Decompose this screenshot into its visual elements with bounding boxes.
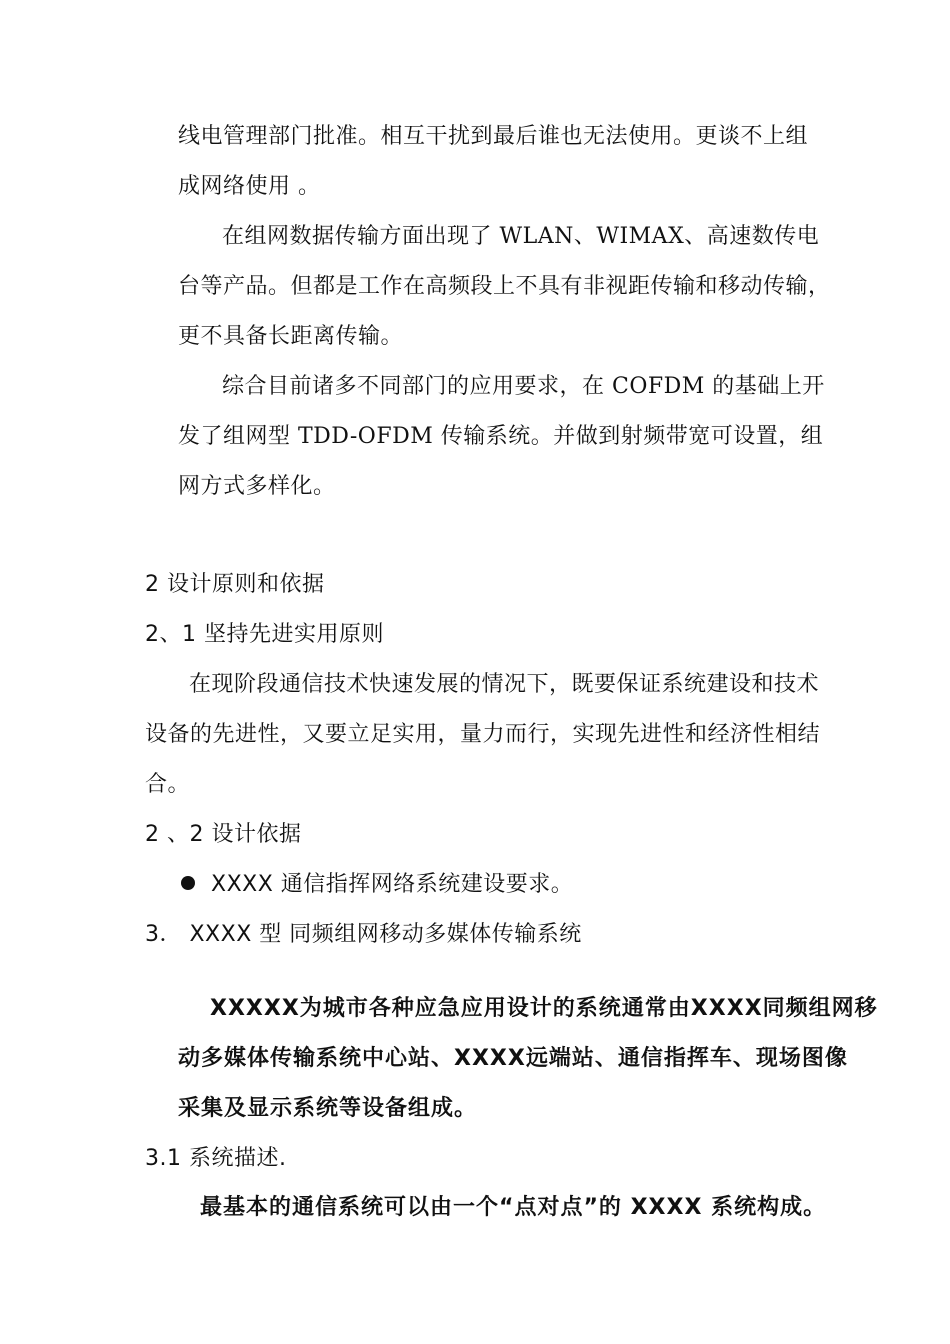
paragraph-line: 网方式多样化。 [178, 474, 336, 499]
paragraph-line: 合。 [145, 772, 191, 797]
bullet-text: XXXX 通信指挥网络系统建设要求。 [211, 872, 574, 897]
paragraph-line: 在现阶段通信技术快速发展的情况下，既要保证系统建设和技术 [189, 672, 820, 697]
bullet-item [181, 870, 573, 900]
paragraph-line: 成网络使用 。 [178, 174, 321, 199]
paragraph-line: 更不具备长距离传输。 [178, 324, 404, 349]
paragraph-line: 采集及显示系统等设备组成。 [178, 1096, 478, 1121]
subsection-heading: 2 、2 设计依据 [145, 822, 302, 847]
paragraph-line: 在组网数据传输方面出现了 WLAN、WIMAX、高速数传电 [222, 224, 820, 249]
paragraph-line: 综合目前诸多不同部门的应用要求，在 COFDM 的基础上开 [222, 374, 825, 399]
bullet-icon [181, 876, 195, 890]
paragraph-line: 动多媒体传输系统中心站、XXXX远端站、通信指挥车、现场图像 [178, 1046, 848, 1071]
paragraph-line: XXXXX为城市各种应急应用设计的系统通常由XXXX同频组网移 [210, 996, 878, 1021]
section-heading: 3． XXXX 型 同频组网移动多媒体传输系统 [145, 922, 582, 947]
paragraph-line: 线电管理部门批准。相互干扰到最后谁也无法使用。更谈不上组 [178, 124, 809, 149]
paragraph-line: 设备的先进性，又要立足实用，量力而行，实现先进性和经济性相结 [145, 722, 821, 747]
paragraph-line: 最基本的通信系统可以由一个“点对点”的 XXXX 系统构成。 [200, 1195, 827, 1220]
paragraph-line: 台等产品。但都是工作在高频段上不具有非视距传输和移动传输， [178, 274, 831, 299]
section-heading: 2 设计原则和依据 [145, 572, 325, 597]
paragraph-line: 发了组网型 TDD-OFDM 传输系统。并做到射频带宽可设置，组 [178, 424, 824, 449]
subsection-heading: 2、1 坚持先进实用原则 [145, 622, 384, 647]
subsection-heading: 3.1 系统描述. [145, 1146, 287, 1171]
